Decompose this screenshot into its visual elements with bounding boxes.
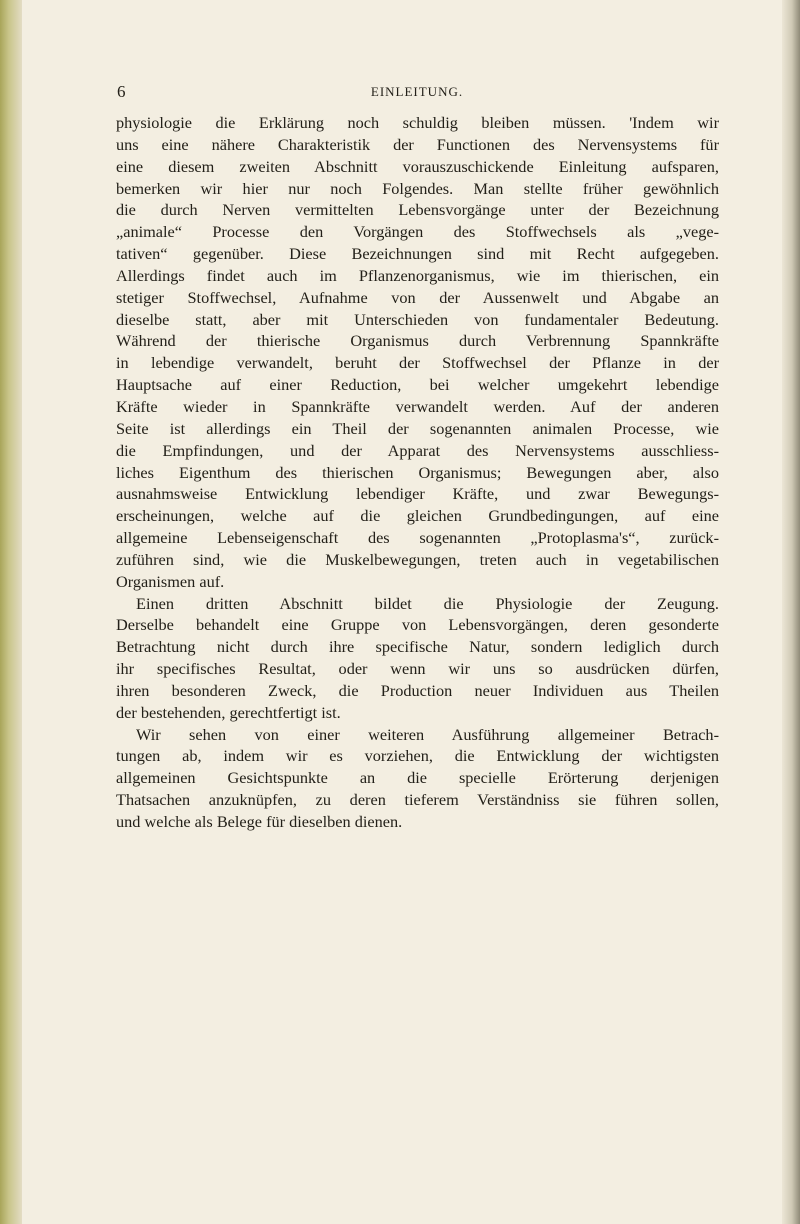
text-line: die durch Nerven vermittelten Lebensvorgänge unter der Bezeichnung — [116, 200, 719, 220]
text-line: Thatsachen anzuknüpfen, zu deren tieferem Verständniss sie führen sollen, — [116, 790, 719, 810]
text-line: allgemeine Lebenseigenschaft des sogenannten „Protoplasma's“, zurück- — [116, 528, 719, 548]
text-line: „animale“ Processe den Vorgängen des Stoffwechsels als „vege- — [116, 222, 719, 242]
text-line: tativen“ gegenüber. Diese Bezeichnungen sind mit Recht aufgegeben. — [116, 244, 719, 264]
book-page — [22, 0, 782, 1224]
body-text — [116, 112, 719, 833]
text-line: ihr specifisches Resultat, oder wenn wir uns so ausdrücken dürfen, — [116, 659, 719, 679]
text-line: in lebendige verwandelt, beruht der Stoffwechsel der Pflanze in der — [116, 353, 719, 373]
text-line: eine diesem zweiten Abschnitt vorauszuschickende Einleitung aufsparen, — [116, 156, 719, 176]
page-header — [117, 82, 717, 106]
page-edge-left — [0, 0, 22, 1224]
text-line: allgemeinen Gesichtspunkte an die specielle Erörterung derjenigen — [116, 768, 719, 788]
text-line: und welche als Belege für dieselben dienen. — [116, 812, 403, 831]
text-line: dieselbe statt, aber mit Unterschieden von fundamentaler Bedeutung. — [116, 309, 719, 329]
text-line: tungen ab, indem wir es vorziehen, die Entwicklung der wichtigsten — [116, 746, 719, 766]
text-line: Einen dritten Abschnitt bildet die Physiologie der Zeugung. — [136, 593, 719, 613]
text-line: bemerken wir hier nur noch Folgendes. Man stellte früher gewöhnlich — [116, 178, 719, 198]
text-line: ausnahmsweise Entwicklung lebendiger Kräfte, und zwar Bewegungs- — [116, 484, 719, 504]
running-head: EINLEITUNG. — [370, 84, 464, 99]
text-line: Allerdings findet auch im Pflanzenorganismus, wie im thierischen, ein — [116, 265, 719, 285]
text-line: physiologie die Erklärung noch schuldig bleiben müssen. 'Indem wir — [116, 113, 719, 132]
text-line: Organismen auf. — [116, 571, 225, 591]
text-line: zuführen sind, wie die Muskelbewegungen, treten auch in vegetabilischen — [116, 549, 719, 569]
text-line: Derselbe behandelt eine Gruppe von Lebensvorgängen, deren gesonderte — [116, 615, 719, 635]
page-number: 6 — [117, 82, 126, 101]
text-line: Betrachtung nicht durch ihre specifische Natur, sondern lediglich durch — [116, 637, 719, 657]
text-line: Kräfte wieder in Spannkräfte verwandelt werden. Auf der anderen — [116, 396, 719, 416]
text-line: liches Eigenthum des thierischen Organismus; Bewegungen aber, also — [116, 462, 719, 482]
text-line: die Empfindungen, und der Apparat des Nervensystems ausschliess- — [116, 440, 719, 460]
text-line: Während der thierische Organismus durch Verbrennung Spannkräfte — [116, 331, 719, 351]
text-line: uns eine nähere Charakteristik der Functionen des Nervensystems für — [116, 134, 719, 154]
text-line: erscheinungen, welche auf die gleichen Grundbedingungen, auf eine — [116, 506, 719, 526]
text-line: stetiger Stoffwechsel, Aufnahme von der Aussenwelt und Abgabe an — [116, 287, 719, 307]
text-line: der bestehenden, gerechtfertigt ist. — [116, 702, 341, 722]
text-line: ihren besonderen Zweck, die Production neuer Individuen aus Theilen — [116, 680, 719, 700]
page-edge-right — [782, 0, 800, 1224]
text-line: Hauptsache auf einer Reduction, bei welcher umgekehrt lebendige — [116, 375, 719, 395]
text-line: Wir sehen von einer weiteren Ausführung allgemeiner Betrach- — [136, 724, 719, 744]
text-line: Seite ist allerdings ein Theil der sogenannten animalen Processe, wie — [116, 418, 719, 438]
